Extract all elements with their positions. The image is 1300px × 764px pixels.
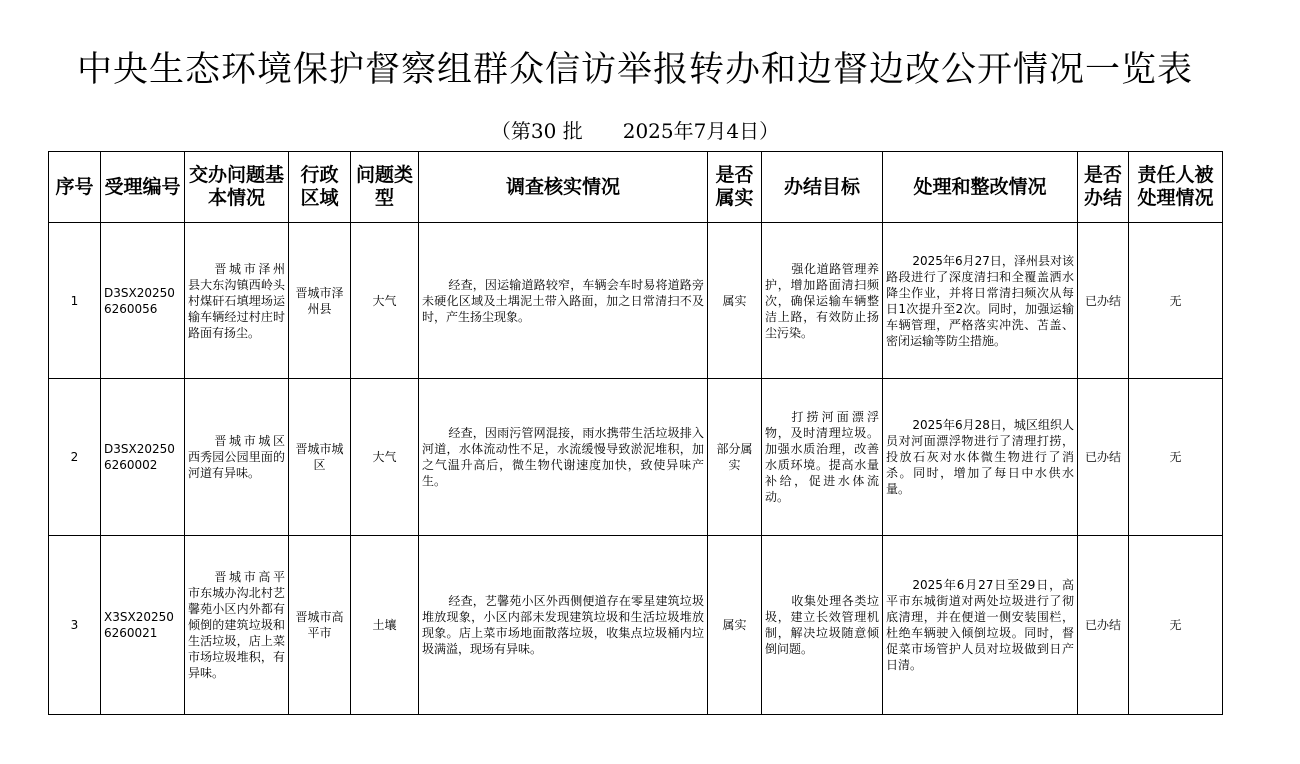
cell-region: 晋城市城区 bbox=[289, 379, 351, 536]
cell-closed: 已办结 bbox=[1078, 379, 1129, 536]
cell-handling-rectification: 2025年6月28日，城区组织人员对河面漂浮物进行了清理打捞，投放石灰对水体微生物进行了消杀。同时，增加了每日中水供水量。 bbox=[883, 379, 1078, 536]
header-closure-goal: 办结目标 bbox=[762, 152, 883, 223]
cell-issue-type: 大气 bbox=[351, 379, 419, 536]
cell-issue-summary: 晋城市泽州县大东沟镇西岭头村煤矸石填埋场运输车辆经过村庄时路面有扬尘。 bbox=[185, 223, 289, 379]
header-verified: 是否属实 bbox=[708, 152, 762, 223]
cell-serial-number: 1 bbox=[49, 223, 101, 379]
header-investigation: 调查核实情况 bbox=[419, 152, 708, 223]
cell-serial-number: 2 bbox=[49, 379, 101, 536]
cell-issue-summary: 晋城市城区西秀园公园里面的河道有异味。 bbox=[185, 379, 289, 536]
cell-issue-type: 土壤 bbox=[351, 536, 419, 715]
page-title: 中央生态环境保护督察组群众信访举报转办和边督边改公开情况一览表 bbox=[76, 50, 1193, 90]
cell-region: 晋城市泽州县 bbox=[289, 223, 351, 379]
header-handling-rectification: 处理和整改情况 bbox=[883, 152, 1078, 223]
cell-region: 晋城市高平市 bbox=[289, 536, 351, 715]
cell-investigation: 经查，因运输道路较窄，车辆会车时易将道路旁未硬化区域及土堣泥土带入路面，加之日常清扫不及时，产生扬尘现象。 bbox=[419, 223, 708, 379]
cell-handling-rectification: 2025年6月27日至29日，高平市东城街道对两处垃圾进行了彻底清理，并在便道一侧安装围栏，杜绝车辆驶入倾倒垃圾。同时，督促菜市场管护人员对垃圾做到日产日清。 bbox=[883, 536, 1078, 715]
cell-closure-goal: 收集处理各类垃圾，建立长效管理机制，解决垃圾随意倾倒问题。 bbox=[762, 536, 883, 715]
header-region: 行政区域 bbox=[289, 152, 351, 223]
cell-issue-summary: 晋城市高平市东城办沟北村艺馨苑小区内外都有倾倒的建筑垃圾和生活垃圾，店上菜市场垃圾堆积，有异味。 bbox=[185, 536, 289, 715]
cell-verified: 属实 bbox=[708, 536, 762, 715]
batch-date-subtitle: （第30 批 2025年7月4日） bbox=[490, 119, 780, 143]
table-header-row bbox=[49, 152, 1223, 223]
header-serial-number: 序号 bbox=[49, 152, 101, 223]
cell-acceptance-code: D3SX202506260056 bbox=[101, 223, 185, 379]
cell-investigation: 经查，艺馨苑小区外西侧便道存在零星建筑垃圾堆放现象，小区内部未发现建筑垃圾和生活垃圾堆放现象。店上菜市场地面散落垃圾，收集点垃圾桶内垃圾满溢，现场有异味。 bbox=[419, 536, 708, 715]
header-acceptance-code: 受理编号 bbox=[101, 152, 185, 223]
cell-accountability: 无 bbox=[1129, 379, 1223, 536]
cell-acceptance-code: D3SX202506260002 bbox=[101, 379, 185, 536]
header-issue-type: 问题类型 bbox=[351, 152, 419, 223]
cell-verified: 部分属实 bbox=[708, 379, 762, 536]
cell-closed: 已办结 bbox=[1078, 536, 1129, 715]
cell-closed: 已办结 bbox=[1078, 223, 1129, 379]
header-accountability: 责任人被处理情况 bbox=[1129, 152, 1223, 223]
header-issue-summary: 交办问题基本情况 bbox=[185, 152, 289, 223]
header-closed: 是否办结 bbox=[1078, 152, 1129, 223]
petition-report-table bbox=[48, 151, 1223, 715]
cell-issue-type: 大气 bbox=[351, 223, 419, 379]
cell-closure-goal: 打捞河面漂浮物，及时清理垃圾。加强水质治理，改善水质环境。提高水量补给，促进水体流动。 bbox=[762, 379, 883, 536]
cell-accountability: 无 bbox=[1129, 536, 1223, 715]
table-row bbox=[49, 223, 1223, 379]
table-row bbox=[49, 536, 1223, 715]
table-row bbox=[49, 379, 1223, 536]
cell-verified: 属实 bbox=[708, 223, 762, 379]
cell-accountability: 无 bbox=[1129, 223, 1223, 379]
cell-handling-rectification: 2025年6月27日，泽州县对该路段进行了深度清扫和全覆盖洒水降尘作业，并将日常清扫频次从每日1次提升至2次。同时，加强运输车辆管理，严格落实冲洗、苫盖、密闭运输等防尘措施。 bbox=[883, 223, 1078, 379]
cell-closure-goal: 强化道路管理养护，增加路面清扫频次，确保运输车辆整洁上路，有效防止扬尘污染。 bbox=[762, 223, 883, 379]
cell-serial-number: 3 bbox=[49, 536, 101, 715]
cell-acceptance-code: X3SX202506260021 bbox=[101, 536, 185, 715]
cell-investigation: 经查，因雨污管网混接，雨水携带生活垃圾排入河道，水体流动性不足，水流缓慢导致淤泥堆积，加之气温升高后，微生物代谢速度加快，致使异味产生。 bbox=[419, 379, 708, 536]
